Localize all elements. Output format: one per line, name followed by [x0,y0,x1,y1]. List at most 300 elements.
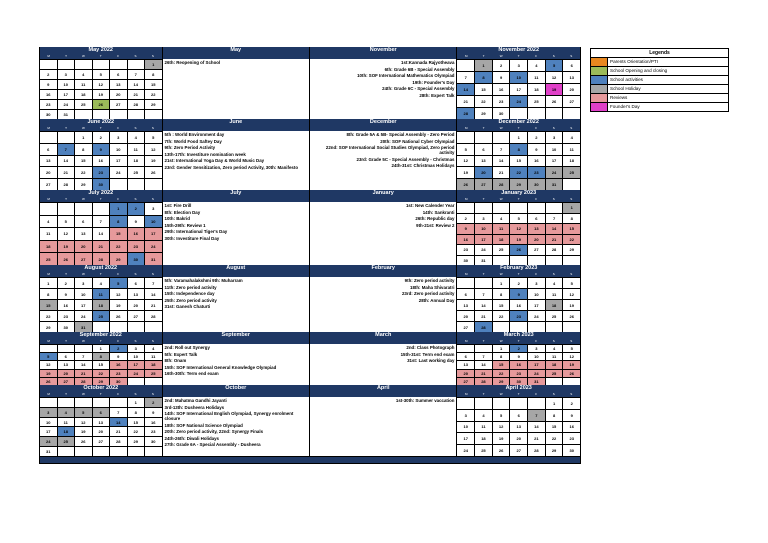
day-cell: 18 [75,90,93,99]
day-cell: 16 [40,90,58,99]
day-cell: 10 [528,353,546,360]
day-cell: 9 [40,80,58,89]
week-row [457,223,580,234]
day-cell: 8 [493,353,511,360]
day-cell: 6 [40,144,58,155]
right-month-calendar [457,190,580,265]
day-cell: 12 [457,156,475,167]
day-cell: 27 [128,311,146,321]
day-cell: 6 [563,60,580,71]
day-cell: 8 [128,408,146,417]
day-cell [510,322,528,332]
day-cell: 16 [145,418,162,427]
month-title: October 2022 [40,385,162,392]
day-cell [528,322,546,332]
week-row [457,95,580,107]
day-cell: 7 [128,70,146,79]
day-cell: 4 [40,216,58,228]
legend-label: Founder's Day [610,104,640,109]
day-cell: 27 [457,378,475,385]
event-item: 8th: Grade 5A & 5B- Special Assembly - Zero Period [346,132,455,137]
week-row [40,178,162,190]
day-header: T [517,197,520,201]
day-cell: 19 [58,241,76,253]
day-header: T [65,392,67,396]
day-header: S [134,272,137,276]
day-cell: 11 [563,144,580,155]
day-cell: 12 [510,224,528,234]
day-cell: 20 [457,370,475,377]
day-cell: 26 [546,96,564,107]
right-events-column [310,332,457,385]
day-cell: 13 [528,224,546,234]
day-cell: 9 [563,410,580,421]
day-cell: 14 [546,224,564,234]
week-row [457,409,580,421]
day-cell: 7 [528,410,546,421]
event-item: 10th: SOF International Mathematics Olympiad [357,73,455,78]
day-cell: 15 [75,156,93,167]
day-cell: 24 [128,370,146,377]
day-header: W [81,197,85,201]
week-row [40,360,162,368]
event-item: 28th: Expert Talk [419,92,455,98]
legend-label: Parents Orientation/PTI [610,59,659,64]
day-cell: 2 [528,132,546,143]
day-header: F [535,392,538,396]
legend-label: School Holiday [610,86,641,91]
day-header: S [151,339,154,343]
legend-swatch [591,103,608,111]
day-cell: 16 [510,361,528,368]
day-cell: 3 [528,278,546,288]
day-cell [528,108,546,119]
day-cell: 22 [75,167,93,178]
event-item: 5th: Expert Talk [164,351,198,357]
day-cell: 5 [563,345,580,352]
event-item: 8th: Election Day [164,209,201,215]
day-header: T [65,197,67,201]
month-title: November 2022 [457,47,580,54]
day-cell [493,398,511,409]
day-cell: 8 [510,144,528,155]
day-cell: 25 [75,100,93,109]
day-header: F [117,272,120,276]
left-events-column [163,190,310,265]
day-cell: 6 [457,353,475,360]
day-cell [40,60,58,69]
day-cell: 11 [128,144,146,155]
day-cell [40,398,58,407]
day-header: S [151,197,154,201]
day-cell: 15 [493,300,511,310]
day-cell: 28 [93,253,111,265]
day-cell: 27 [563,96,580,107]
event-item: 23rd: Grade 5C - Special Assembly - Christmas [356,156,455,162]
events-month-title: March [310,332,456,339]
day-cell: 5 [40,353,58,360]
day-cell: 8 [475,72,493,83]
week-row [457,166,580,178]
day-headers [40,339,162,344]
day-cell: 21 [457,96,475,107]
week-row [457,178,580,190]
day-cell: 6 [457,289,475,299]
day-cell: 18 [145,361,162,368]
day-cell: 24 [546,167,564,178]
month-block [39,47,581,119]
day-cell: 26 [493,445,511,456]
day-cell: 11 [493,224,511,234]
day-cell [58,60,76,69]
day-cell: 13 [510,422,528,433]
day-cell [110,322,128,332]
day-cell [493,322,511,332]
event-item: 15th-31st: Term end exam [400,351,455,357]
week-row [457,234,580,245]
day-cell: 20 [40,167,58,178]
day-cell: 10 [546,144,564,155]
events-month-title: April [310,385,456,392]
day-cell: 21 [128,90,146,99]
event-item: 13th-17th: Investiture nomination week [164,151,246,157]
right-month-calendar [457,265,580,332]
day-header: T [517,272,520,276]
day-header: T [65,126,67,130]
day-cell: 13 [58,361,76,368]
day-header: M [47,272,50,276]
day-cell: 9 [493,72,511,83]
day-header: T [482,197,485,201]
day-cell [145,179,162,190]
day-cell: 10 [75,289,93,299]
week-row [40,397,162,407]
day-cell: 15 [40,300,58,310]
day-cell [546,256,564,266]
left-events-column [163,385,310,456]
event-item: 7th: World Food Saftey Day [164,138,222,144]
day-cell: 5 [563,278,580,288]
event-item: 15th: SOF International General Knowledge Olympiad [164,364,277,370]
month-title: January 2023 [457,190,580,197]
day-cell: 22 [475,96,493,107]
day-cell: 9 [58,289,76,299]
day-cell: 26 [93,100,111,109]
day-header: S [151,126,154,130]
day-cell: 13 [110,80,128,89]
events-list [310,131,456,168]
events-month-title: November [310,47,456,54]
day-cell: 18 [563,156,580,167]
day-headers [457,272,580,277]
day-cell: 23 [493,96,511,107]
events-list [310,59,456,98]
event-item: 1st-30th: Summer vaccation [395,398,455,403]
day-cell: 10 [128,353,146,360]
day-cell: 17 [128,361,146,368]
event-item: 30th: Investiture Final Day [164,235,220,241]
month-block [39,332,581,385]
day-cell: 13 [475,156,493,167]
day-cell: 22 [546,433,564,444]
week-row [40,143,162,155]
day-cell [457,278,475,288]
week-row [40,79,162,89]
day-cell: 11 [475,422,493,433]
month-block [39,190,581,265]
day-cell: 23 [93,167,111,178]
day-header: T [99,126,102,130]
day-cell [145,378,162,385]
event-item: 21st: International Yoga Day & World Music Day [164,158,265,163]
day-cell: 28 [475,378,493,385]
event-item: 23rd: Zero period activity [401,291,455,296]
day-cell: 29 [93,378,111,385]
day-cell: 29 [128,437,146,446]
day-cell: 14 [475,361,493,368]
calendar-footer-band [39,456,581,464]
month-title: June 2022 [40,119,162,126]
day-header: M [464,126,468,130]
day-cell: 13 [563,72,580,83]
day-header: F [535,197,538,201]
legend-swatch [591,94,608,102]
day-header: S [134,339,137,343]
day-header: S [552,272,555,276]
day-cell: 2 [457,214,475,224]
day-cell [493,256,511,266]
day-cell [475,398,493,409]
events-list [163,202,309,241]
day-cell: 21 [110,427,128,436]
right-events-column [310,47,457,119]
day-cell: 2 [110,345,128,352]
day-cell: 26 [563,370,580,377]
week-row [457,131,580,143]
day-cell: 4 [58,408,76,417]
day-cell: 13 [40,156,58,167]
day-cell [493,132,511,143]
events-list [163,277,309,309]
day-cell: 22 [493,370,511,377]
day-cell: 4 [145,345,162,352]
day-cell: 6 [528,214,546,224]
day-cell: 9 [128,216,146,228]
legend-swatch [591,58,608,66]
day-cell: 18 [93,300,111,310]
day-cell: 4 [563,132,580,143]
day-cell: 29 [546,445,564,456]
day-cell: 27 [40,179,58,190]
month-title: September 2022 [40,332,162,339]
day-cell: 14 [75,361,93,368]
day-cell: 16 [128,228,146,240]
day-headers [40,197,162,202]
day-cell: 8 [75,144,93,155]
day-cell: 7 [110,408,128,417]
day-cell: 10 [528,289,546,299]
day-cell: 3 [128,345,146,352]
day-cell [58,398,76,407]
day-cell: 28 [58,179,76,190]
right-events-column [310,265,457,332]
day-cell: 17 [475,235,493,245]
day-cell: 17 [40,427,58,436]
day-cell [457,345,475,352]
day-header: S [151,54,154,58]
day-cell: 11 [546,353,564,360]
day-cell: 20 [93,427,111,436]
event-item: 14th: SOF International English Olympiad, Synergy enrolment closure [164,411,294,421]
day-cell [145,110,162,119]
event-item: 8th: Onam [164,358,187,363]
day-cell [528,256,546,266]
day-cell: 1 [110,203,128,215]
day-header: S [552,197,555,201]
day-cell: 2 [510,278,528,288]
day-cell: 4 [528,60,546,71]
week-row [40,131,162,143]
day-cell: 16 [457,235,475,245]
event-item: 1st: New Calender Year [405,203,455,208]
week-row [457,344,580,352]
day-cell: 25 [145,370,162,377]
day-header: M [464,392,468,396]
day-cell [457,398,475,409]
day-cell: 29 [145,100,162,109]
day-header: T [99,54,102,58]
day-cell: 24 [145,241,162,253]
day-cell: 31 [145,253,162,265]
day-header: W [81,339,85,343]
day-cell: 22 [493,311,511,321]
day-cell: 14 [145,289,162,299]
day-cell: 23 [528,167,546,178]
day-cell: 12 [110,289,128,299]
day-cell: 2 [145,398,162,407]
day-cell: 25 [546,311,564,321]
day-header: W [499,197,503,201]
day-cell: 12 [40,361,58,368]
day-cell [563,108,580,119]
day-cell: 6 [58,353,76,360]
day-header: F [535,339,538,343]
day-header: T [99,197,102,201]
day-cell: 9 [457,224,475,234]
day-cell: 28 [128,100,146,109]
event-item: 25th: Zero period activity [164,297,217,303]
day-cell: 11 [93,289,111,299]
day-cell: 5 [546,60,564,71]
day-header: S [570,339,573,343]
day-cell: 7 [58,144,76,155]
event-item: 20th: SOF National Cyber Olympiad [380,138,455,144]
day-cell: 21 [145,300,162,310]
legend-row [591,94,728,103]
day-cell [563,378,580,385]
day-header: T [482,392,485,396]
day-cell [40,203,58,215]
day-cell: 1 [40,278,58,288]
day-cell: 26 [563,311,580,321]
day-cell: 21 [58,167,76,178]
day-cell: 5 [58,216,76,228]
day-cell [493,203,511,213]
event-item: 5th : World Environment day [164,132,225,137]
week-row [40,277,162,288]
week-row [40,227,162,240]
day-cell: 3 [110,132,128,143]
day-cell: 28 [457,108,475,119]
day-cell [546,108,564,119]
day-header: T [65,339,67,343]
day-cell: 13 [75,228,93,240]
event-item: 28th: Annual Day [418,297,455,303]
day-cell: 10 [510,72,528,83]
week-row [40,215,162,228]
legend-label: School Opening and closing [610,68,668,73]
day-cell: 22 [563,235,580,245]
week-row [40,352,162,360]
day-cell: 13 [128,289,146,299]
day-cell: 20 [457,311,475,321]
day-cell: 31 [546,179,564,190]
day-cell: 31 [528,378,546,385]
day-cell: 11 [40,228,58,240]
event-item: 14th: Sankranti [422,209,455,215]
legend [590,48,729,112]
day-header: S [552,54,555,58]
day-cell: 4 [546,278,564,288]
day-cell: 21 [475,370,493,377]
week-row [40,240,162,253]
day-cell: 25 [128,167,146,178]
day-cell: 12 [75,418,93,427]
day-cell: 8 [145,70,162,79]
day-cell: 18 [128,156,146,167]
event-item: 5th: Varamahalakshmi 9th: Muharram [164,278,243,283]
day-cell: 15 [93,361,111,368]
day-cell: 5 [457,144,475,155]
day-header: M [47,126,50,130]
day-cell: 8 [40,289,58,299]
day-cell: 18 [546,361,564,368]
day-cell: 18 [40,241,58,253]
day-cell [128,110,146,119]
day-cell [75,110,93,119]
day-cell: 25 [546,370,564,377]
events-month-title: June [163,119,309,126]
day-cell: 5 [75,408,93,417]
events-list [163,131,309,170]
day-cell: 29 [510,179,528,190]
day-cell: 14 [528,422,546,433]
day-cell: 20 [110,90,128,99]
month-title: March 2023 [457,332,580,339]
day-header: T [65,54,67,58]
day-cell: 24 [528,370,546,377]
day-cell: 25 [58,437,76,446]
left-events-column [163,332,310,385]
day-cell: 11 [145,353,162,360]
day-cell: 31 [475,256,493,266]
day-cell: 15 [128,418,146,427]
event-item: 2nd: Mahatma Gandhi Jayanti [164,398,227,403]
day-cell: 28 [110,437,128,446]
day-cell: 26 [75,437,93,446]
day-cell: 21 [75,370,93,377]
day-cell: 20 [475,167,493,178]
